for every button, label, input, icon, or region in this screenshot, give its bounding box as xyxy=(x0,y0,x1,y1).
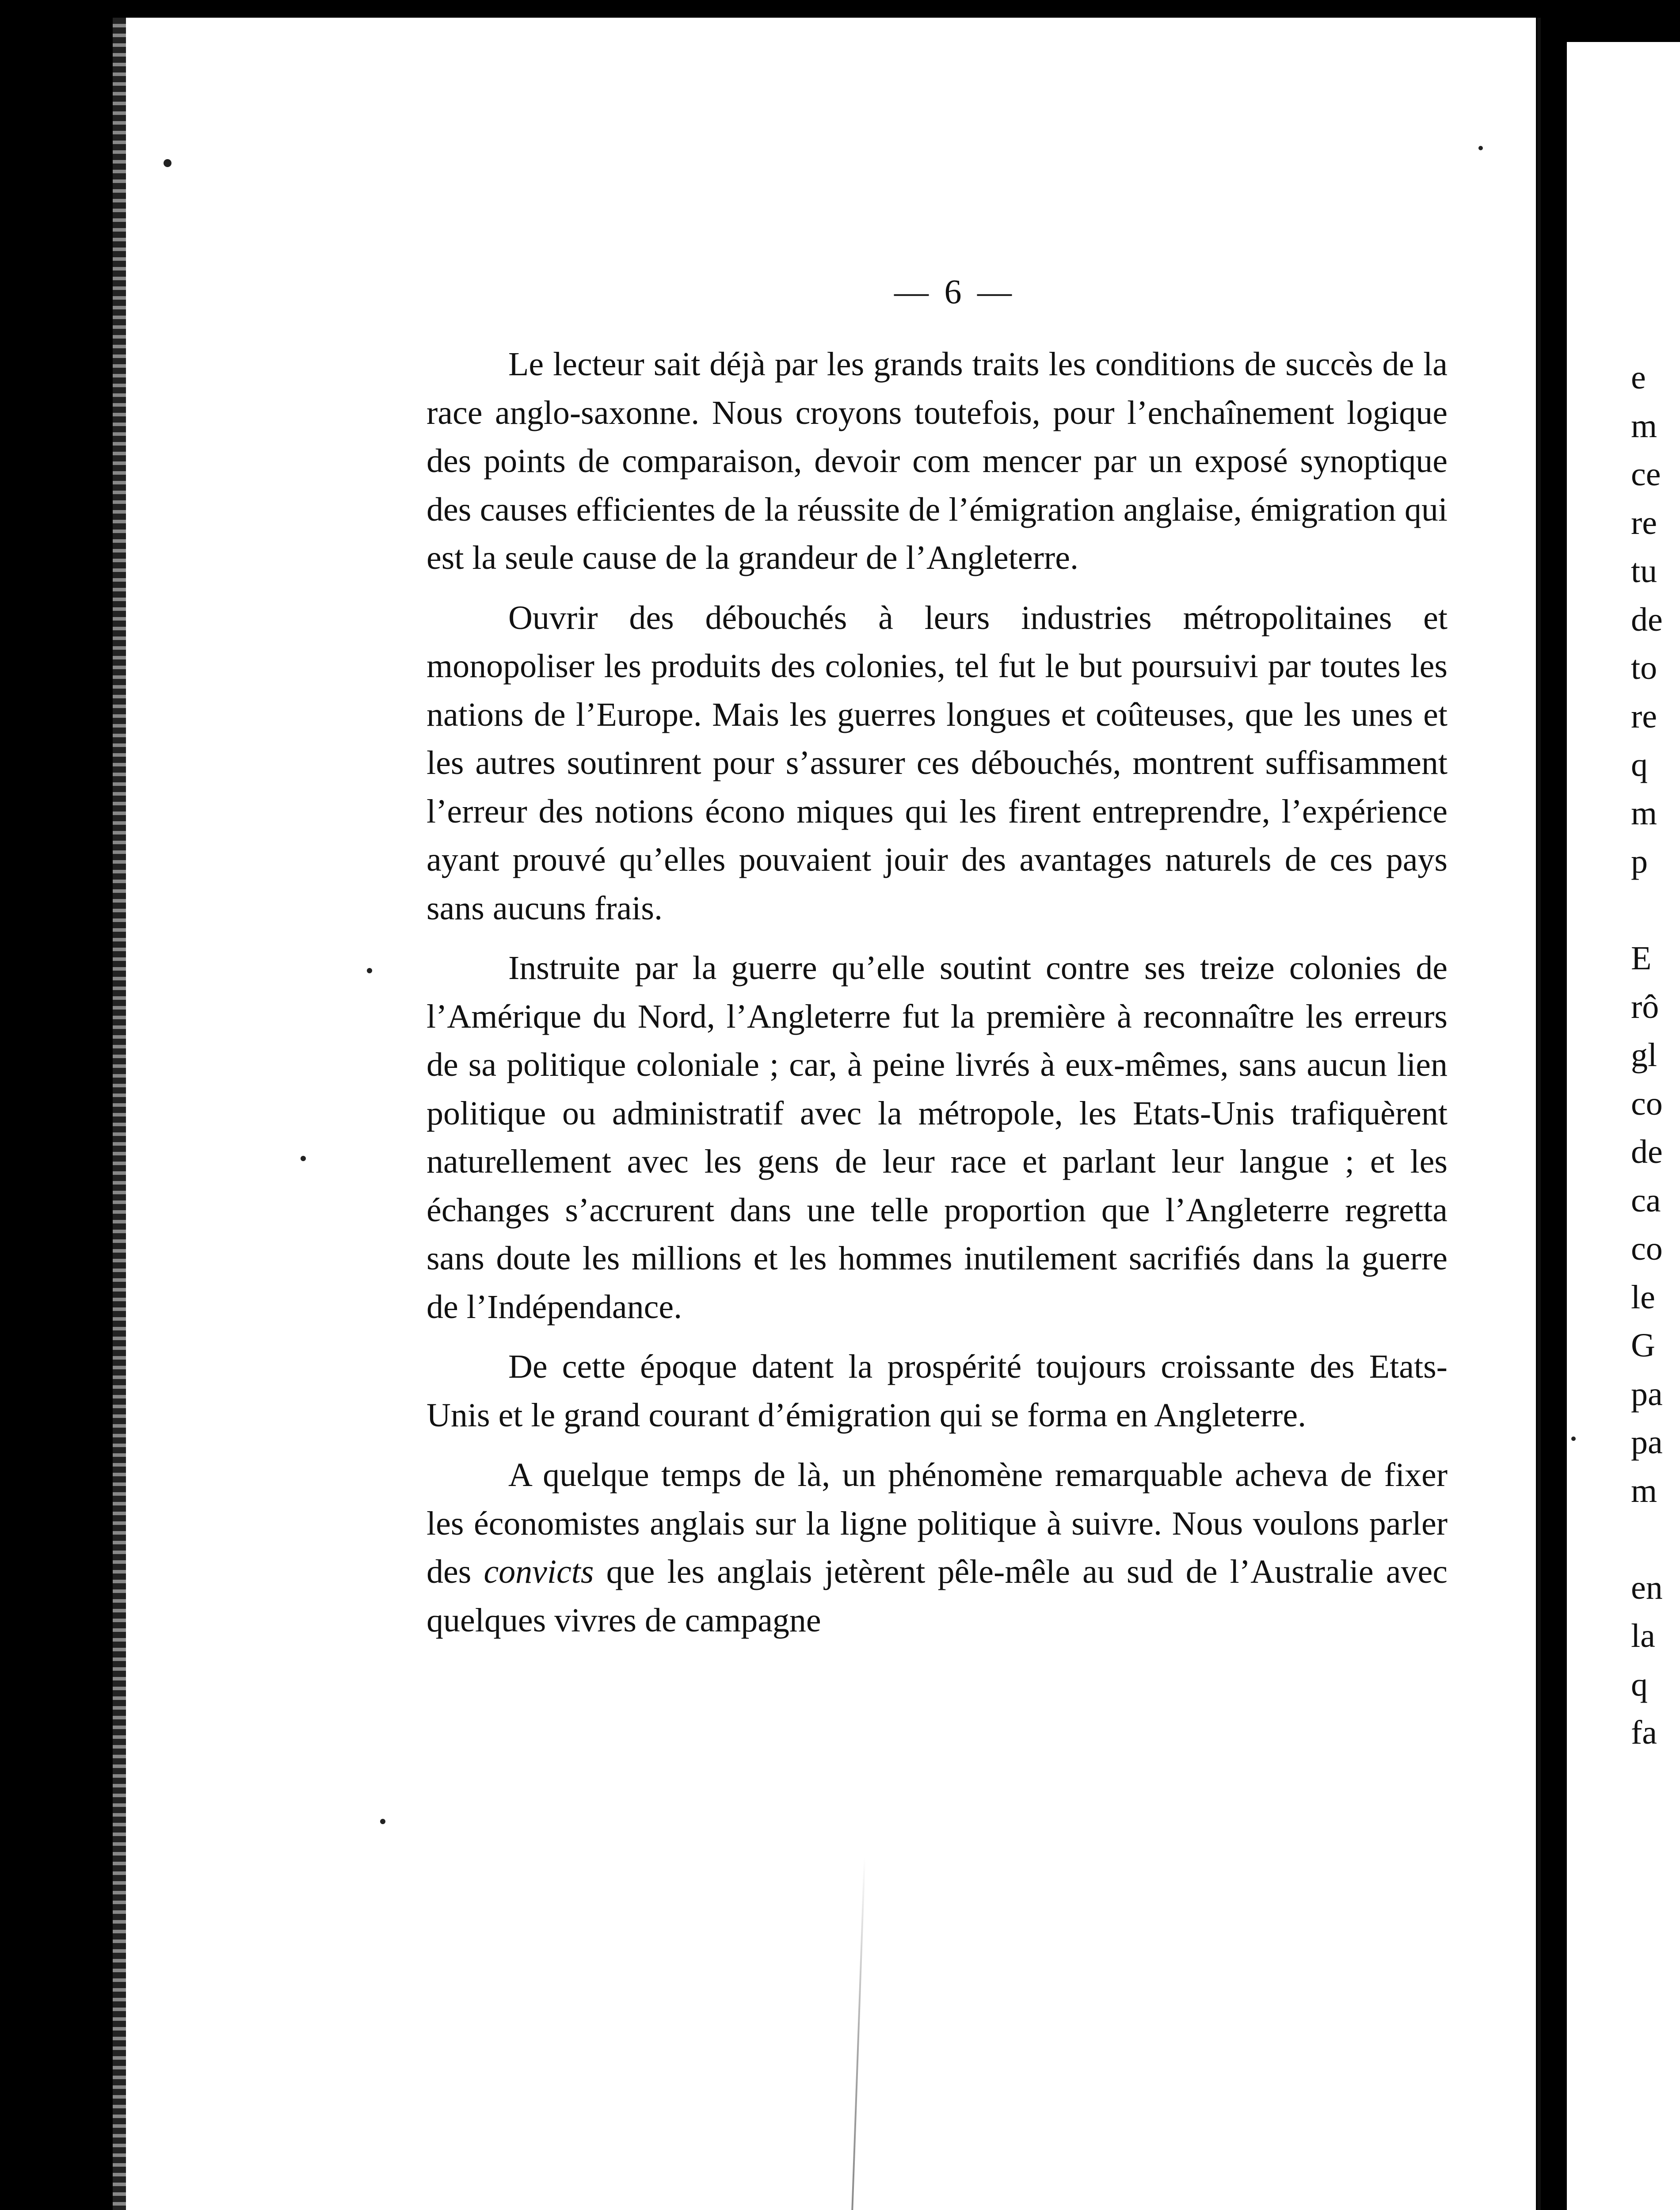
paper-speck xyxy=(380,1819,385,1824)
paper-speck xyxy=(367,968,372,973)
paragraph-5-start: A quelque temps de là, un phénomène remarquable acheva de fixer les économistes anglais sur la ligne politique à suivre. Nous voulons parler des xyxy=(427,1456,1448,1590)
adjacent-page-text-fragments: e m ce re tu de to re q m p E rô gl co de ca co le G pa pa m en la q fa xyxy=(1631,359,1663,1751)
paragraph-3: Instruite par la guerre qu’elle soutint contre ses treize colonies de l’Amérique du Nord, l’Angleterre fut la première à reconnaître les erreurs de sa politique coloniale ; car, à peine livrés à eux-mêmes, sans aucun lien politique ou administratif avec la métropole, les Etats-Unis trafiquèrent naturellement avec les gens de leur race et parlant leur langue ; et les échanges s’accrurent dans une telle proportion que l’Angleterre regretta sans doute les millions et les hommes inutilement sacrifiés dans la guerre de l’Indépendance. xyxy=(427,949,1448,1326)
paper-speck xyxy=(1571,1436,1576,1441)
paper-speck xyxy=(164,159,171,167)
paper-speck xyxy=(1478,146,1483,150)
paragraph-5 xyxy=(427,1451,1448,1645)
paragraph-5-end: que les anglais jetèrent pêle-mêle au sud de l’Australie avec quelques vivres de campagne xyxy=(427,1553,1448,1639)
paragraph-5-italic-term: convicts xyxy=(484,1553,594,1590)
paragraph-1: Le lecteur sait déjà par les grands traits les conditions de succès de la race anglo-saxonne. Nous croyons toutefois, pour l’enchaînement logique des points de comparaison, devoir com mencer par un exposé synoptique des causes efficientes de la réussite de l’émigration anglaise, émigration qui est la seule cause de la grandeur de l’Angleterre. xyxy=(427,346,1448,576)
page-gutter xyxy=(1537,18,1541,2210)
page-binding-edge xyxy=(113,18,126,2210)
paper-speck xyxy=(301,1156,306,1161)
paragraph-4: De cette époque datent la prospérité toujours croissante des Etats-Unis et le grand courant d’émigration qui se forma en Angleterre. xyxy=(427,1348,1448,1434)
page-body xyxy=(427,340,1448,1656)
page-number: — 6 — xyxy=(894,272,1015,311)
paragraph-2: Ouvrir des débouchés à leurs industries métropolitaines et monopoliser les produits des colonies, tel fut le but poursuivi par toutes les nations de l’Europe. Mais les guerres longues et coûteuses, que les unes et les autres soutinrent pour s’assurer ces débouchés, montrent suffisamment l’erreur des notions écono miques qui les firent entreprendre, l’expérience ayant prouvé qu’elles pouvaient jouir des avantages naturels de ces pays sans aucuns frais. xyxy=(427,599,1448,927)
